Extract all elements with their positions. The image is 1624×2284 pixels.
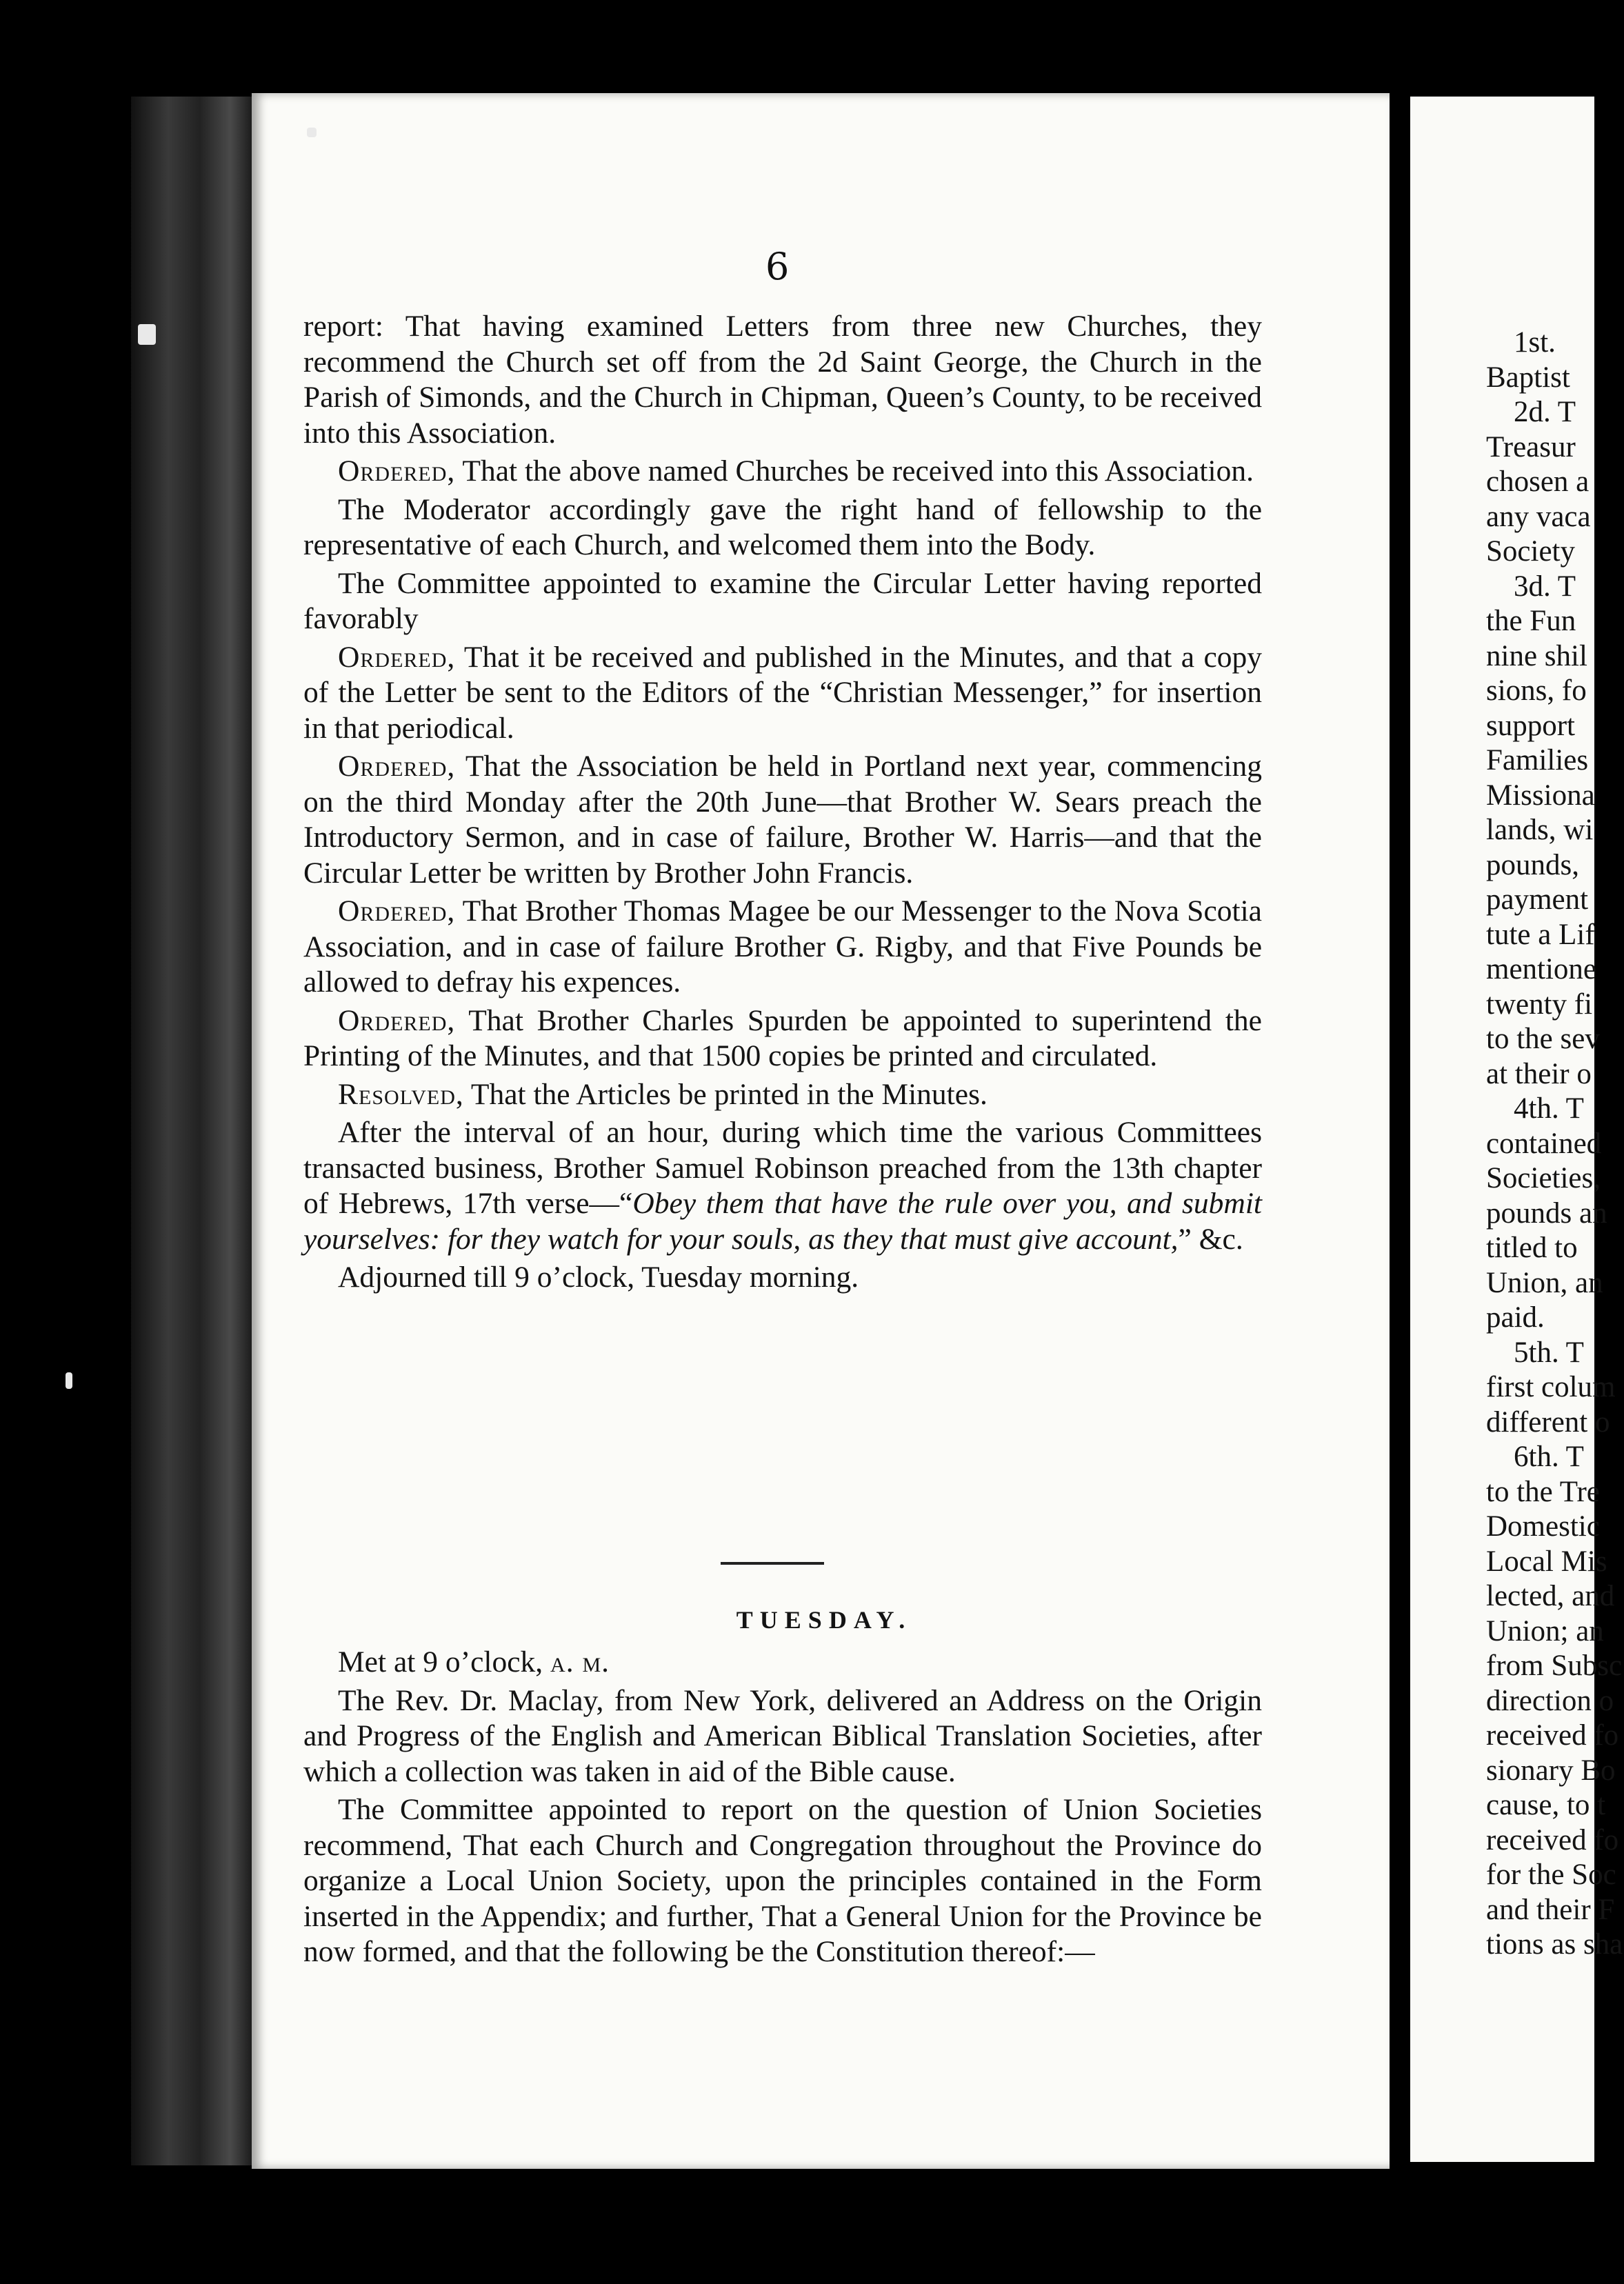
right-page-line: tute a Lif <box>1486 918 1595 951</box>
paragraph-text: That the Articles be printed in the Minutes. <box>463 1077 988 1111</box>
paragraph <box>303 309 1262 451</box>
time-abbrev: a. m. <box>550 1645 610 1679</box>
paragraph-lead: Ordered, <box>338 894 456 928</box>
right-page-line: twenty fi <box>1486 988 1593 1021</box>
right-page-line: support <box>1486 709 1575 742</box>
scan-speck <box>307 128 317 137</box>
left-page-body-continued <box>303 1645 1262 1973</box>
paragraph-text: That Brother Charles Spurden be appointed to superintend the Printing of the Minutes, and that 1500 copies be printed and circulated. <box>303 1003 1262 1072</box>
right-page-line: Societies, <box>1486 1162 1601 1194</box>
right-page-line: received fo <box>1486 1719 1619 1752</box>
paragraph-text: Adjourned till 9 o’clock, Tuesday morning. <box>338 1261 859 1294</box>
scan-speck <box>138 324 156 345</box>
right-page-line: cause, to t <box>1486 1789 1606 1821</box>
paragraph <box>303 1115 1262 1257</box>
book-spine <box>131 97 255 2165</box>
right-page-line: nine shil <box>1486 639 1587 672</box>
scripture-quote: Obey them that have the rule over you, and submit yourselves: for they watch for your souls, as they that must give account, <box>303 1187 1263 1256</box>
right-page-line: Missiona <box>1486 779 1595 812</box>
page-number: 6 <box>765 245 790 288</box>
right-page-line: Baptist <box>1486 361 1570 394</box>
right-page-line: payment <box>1486 883 1589 916</box>
paragraph <box>303 749 1262 891</box>
right-page-line: Society <box>1486 535 1575 568</box>
paragraph <box>303 894 1262 1001</box>
paragraph-text: That the above named Churches be received into this Association. <box>455 454 1254 488</box>
paragraph <box>303 1645 1262 1681</box>
right-page-line: Local Mis <box>1486 1545 1607 1578</box>
right-page-line: to the Tre <box>1486 1475 1600 1508</box>
right-page-line: paid. <box>1486 1301 1545 1334</box>
paragraph-text: That it be received and published in the Minutes, and that a copy of the Letter be sent to the Editors of the “Christian Messenger,” for insertion in that periodical. <box>303 640 1262 745</box>
right-page-line: lands, wi <box>1486 814 1594 846</box>
paragraph <box>303 1683 1262 1790</box>
right-page-line: tions as sha <box>1486 1928 1623 1961</box>
paragraph-text: Met at 9 o’clock, <box>338 1645 551 1679</box>
paragraph-tail: ” &c. <box>1178 1222 1243 1256</box>
paragraph-text: That Brother Thomas Magee be our Messenger to the Nova Scotia Association, and in case of failure Brother G. Rigby, and that Five Pounds be allowed to defray his expences. <box>303 894 1262 999</box>
right-page-line: direction o <box>1486 1684 1614 1717</box>
right-page-line: chosen a <box>1486 465 1590 498</box>
paragraph-text: After the interval of an hour, during which time the various Committees transacted business, Brother Samuel Robinson preached from the 13th chapter of Hebrews, 17th verse—“ <box>303 1116 1262 1220</box>
paragraph <box>303 640 1262 747</box>
paragraph <box>303 454 1262 490</box>
right-page-line: to the sev <box>1486 1023 1600 1055</box>
right-page-line: any vaca <box>1486 500 1591 533</box>
right-page-line: 3d. T <box>1514 570 1576 603</box>
paragraph-lead: Ordered, <box>338 454 456 488</box>
section-heading: TUESDAY. <box>736 1606 912 1634</box>
paragraph-text: The Rev. Dr. Maclay, from New York, delivered an Address on the Origin and Progress of the English and American Biblical Translation Societies, after which a collection was taken in aid of the Bible cause. <box>303 1683 1262 1788</box>
right-page-line: Families <box>1486 744 1589 777</box>
right-page-line: 2d. T <box>1514 396 1576 428</box>
right-page-line: sions, fo <box>1486 674 1587 707</box>
paragraph-lead: Ordered, <box>338 750 456 783</box>
right-page-line: 4th. T <box>1514 1092 1584 1125</box>
right-page-line: lected, and <box>1486 1580 1615 1612</box>
paragraph-text: report: That having examined Letters from three new Churches, they recommend the Church set off from the 2d Saint George, the Church in the Parish of Simonds, and the Church in Chipman, Queen’s County, to be received into this Association. <box>303 310 1262 450</box>
paragraph <box>303 1003 1262 1074</box>
paragraph <box>303 1792 1262 1970</box>
left-page-body <box>303 309 1262 1299</box>
right-page-line: different o <box>1486 1405 1610 1439</box>
paragraph <box>303 1077 1262 1113</box>
paragraph-lead: Ordered, <box>338 640 456 674</box>
right-page-line: for the Soc <box>1486 1859 1616 1891</box>
scan-speck <box>66 1372 72 1389</box>
page-gutter <box>1390 103 1410 2172</box>
right-page-text <box>1486 325 1624 1963</box>
right-page-line: 5th. T <box>1514 1336 1584 1369</box>
right-page-line: at their o <box>1486 1057 1592 1090</box>
paragraph <box>303 1260 1262 1296</box>
right-page-line: Union, an <box>1486 1266 1603 1299</box>
paragraph <box>303 566 1262 637</box>
paragraph-text: The Committee appointed to examine the Circular Letter having reported favorably <box>303 566 1262 635</box>
paragraph <box>303 492 1262 563</box>
right-page-line: pounds an <box>1486 1196 1607 1230</box>
right-page-line: sionary Bo <box>1486 1754 1616 1787</box>
section-rule <box>721 1562 824 1565</box>
paragraph-text: The Committee appointed to report on the question of Union Societies recommend, That each Church and Congregation throughout the Province do organize a Local Union Society, upon the principles contained in the Form inserted in the Appendix; and further, That a General Union for the Province be now formed, and that the following be the Constitution thereof:— <box>303 1793 1262 1968</box>
paragraph-lead: Resolved, <box>338 1077 464 1111</box>
right-page-line: contained <box>1486 1127 1602 1160</box>
right-page-line: the Fun <box>1486 605 1576 637</box>
right-page-line: from Subsc <box>1486 1650 1623 1682</box>
right-page-line: mentione <box>1486 953 1597 985</box>
paragraph-lead: Ordered, <box>338 1003 456 1037</box>
right-page-line: Treasur <box>1486 430 1576 463</box>
paragraph-text: The Moderator accordingly gave the right hand of fellowship to the representative of each Church, and welcomed them into the Body. <box>303 492 1262 561</box>
right-page-line: first colum <box>1486 1371 1616 1403</box>
right-page-line: Union; an <box>1486 1614 1604 1647</box>
right-page-line: 1st. <box>1514 326 1556 359</box>
right-page-line: 6th. T <box>1514 1441 1584 1473</box>
right-page-line: titled to <box>1486 1232 1578 1264</box>
paragraph-text: That the Association be held in Portland next year, commencing on the third Monday after the 20th June—that Brother W. Sears preach the Introductory Sermon, and in case of failure, Brother W. Harris—and that the Circular Letter be written by Brother John Francis. <box>303 750 1262 890</box>
right-page-line: and their F <box>1486 1893 1615 1926</box>
right-page-line: pounds, <box>1486 848 1579 881</box>
right-page-line: received fo <box>1486 1823 1619 1856</box>
right-page-line: Domestic <box>1486 1510 1600 1543</box>
